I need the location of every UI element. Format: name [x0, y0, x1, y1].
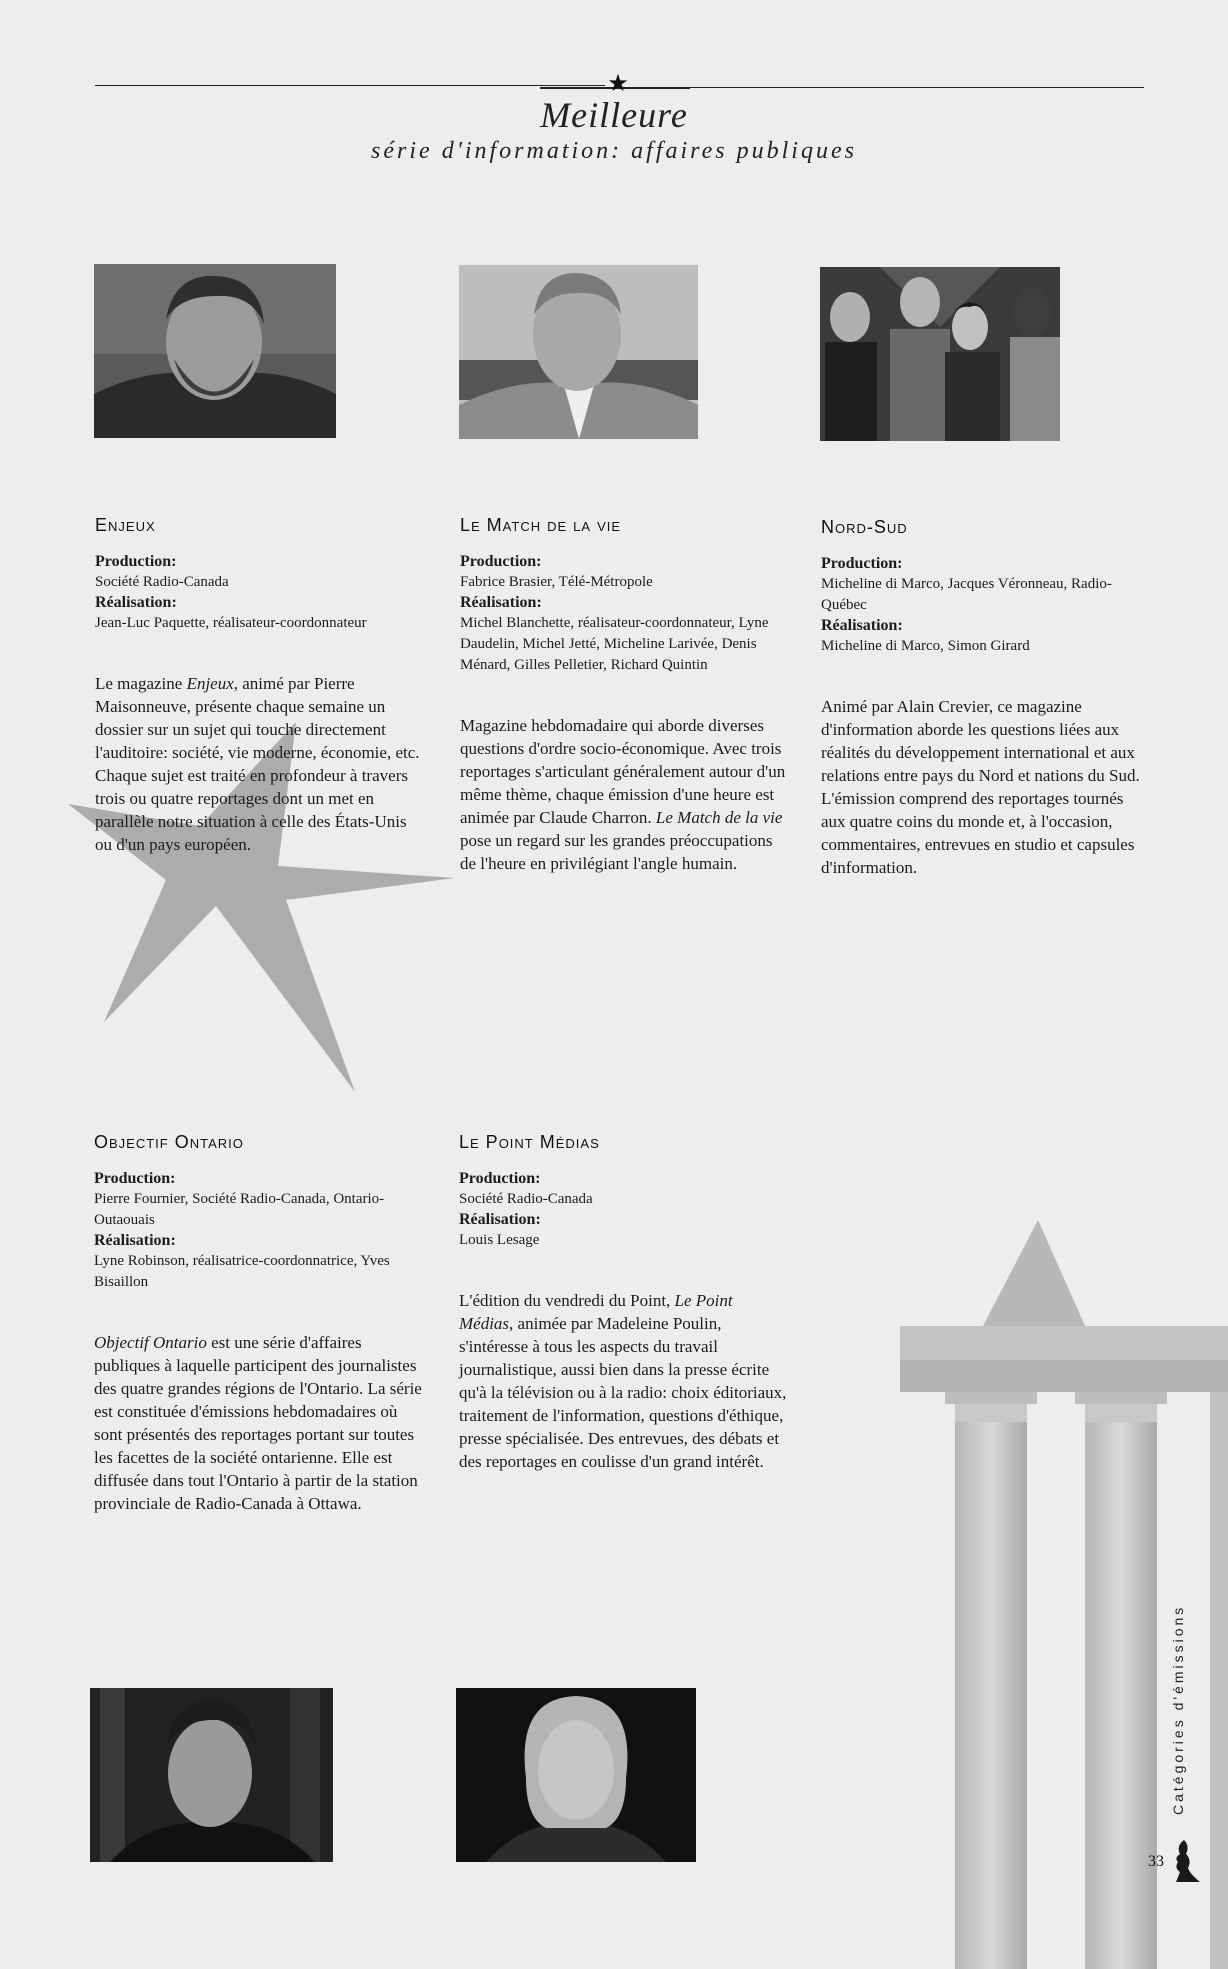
entry-le-point-medias — [459, 1131, 789, 1473]
entry-title: Nord-Sud — [821, 517, 908, 537]
entry-le-match-de-la-vie — [460, 514, 790, 875]
entry-title: Objectif Ontario — [94, 1132, 244, 1152]
text-run: pose un regard sur les grandes préoccupations de l'heure en privilégiant l'angle humain. — [460, 831, 773, 873]
italic-title-run: Enjeux — [186, 674, 234, 693]
side-category-label: Catégories d'émissions — [1170, 1604, 1186, 1815]
entry-description — [459, 1289, 789, 1473]
italic-title-run: Le Match de la vie — [655, 808, 783, 827]
photo-enjeux-host — [94, 264, 336, 438]
entry-title: Le Point Médias — [459, 1132, 600, 1152]
entry-objectif-ontario — [94, 1131, 424, 1515]
photo-objectif-host — [90, 1688, 333, 1862]
text-run: est une série d'affaires publiques à laquelle participent des journalistes des quatre grandes régions de l'Ontario. La série est constituée d'émissions hebdomadaires où sont présentés des reportages portant sur toutes les facettes de la société ontarienne. Elle est diffusée dans tout l'Ontario à partir de la station provinciale de Radio-Canada à Ottawa. — [94, 1333, 422, 1513]
entry-enjeux — [95, 514, 425, 856]
text-run: Animé par Alain Crevier, ce magazine d'information aborde les questions liées aux réalités du développement international et aux relations entre pays du Nord et nations du Sud. L'émission comprend des reportages tournés aux quatre coins du monde et, à l'occasion, commentaires, entrevues en studio et capsules d'information. — [821, 697, 1140, 877]
text-run: , animée par Madeleine Poulin, s'intéresse à tous les aspects du travail journalistique, aussi bien dans la presse écrite qu'à la télévision ou à la radio: choix éditoriaux, traitement de l'information, questions d'éthique, presse spécialisée. Des entrevues, des débats et des reportages en coulisse d'un grand intérêt. — [459, 1314, 787, 1471]
photo-point-medias-host — [456, 1688, 696, 1862]
entry-description — [460, 714, 790, 875]
realisation-label: Réalisation: — [95, 594, 177, 611]
entry-description — [94, 1331, 424, 1515]
production-value: Fabrice Brasier, Télé-Métropole — [460, 574, 653, 590]
realisation-value: Louis Lesage — [459, 1232, 540, 1248]
page-number: 33 — [1148, 1853, 1164, 1870]
production-value: Société Radio-Canada — [95, 574, 229, 590]
realisation-value: Lyne Robinson, réalisatrice-coordonnatrice, Yves Bisaillon — [94, 1253, 390, 1290]
realisation-value: Micheline di Marco, Simon Girard — [821, 638, 1030, 654]
photo-nord-sud-hosts — [820, 267, 1060, 441]
realisation-label: Réalisation: — [460, 594, 542, 611]
entry-description — [821, 695, 1151, 879]
header-star-icon: ★ — [607, 69, 629, 97]
photo-match-host — [459, 265, 698, 439]
production-label: Production: — [95, 553, 177, 570]
text-run: Magazine hebdomadaire qui aborde diverses questions d'ordre socio-économique. Avec trois reportages s'articulant généralement autour d'un même thème, chaque émission d'une heure est animée par Claude Charron. — [460, 716, 786, 827]
entry-title: Le Match de la vie — [460, 515, 622, 535]
text-run: , animé par Pierre Maisonneuve, présente chaque semaine un dossier sur un sujet qui touche directement l'auditoire: société, vie moderne, économie, etc. Chaque sujet est traité en profondeur à travers trois ou quatre reportages dont un met en parallèle notre situation à celle des États-Unis ou d'un pays européen. — [95, 674, 420, 854]
italic-title-run: Le Point Médias — [459, 1291, 733, 1333]
realisation-label: Réalisation: — [821, 617, 903, 634]
header-rule-left — [95, 85, 605, 86]
italic-title-run: Objectif Ontario — [94, 1333, 207, 1352]
entry-title: Enjeux — [95, 515, 156, 535]
production-label: Production: — [821, 555, 903, 572]
production-label: Production: — [94, 1170, 176, 1187]
realisation-label: Réalisation: — [94, 1232, 176, 1249]
production-label: Production: — [459, 1170, 541, 1187]
production-value: Pierre Fournier, Société Radio-Canada, Ontario-Outaouais — [94, 1191, 385, 1228]
header-rule-right — [623, 87, 1144, 88]
text-run: Le magazine — [95, 674, 187, 693]
production-label: Production: — [460, 553, 542, 570]
production-value: Micheline di Marco, Jacques Véronneau, Radio-Québec — [821, 576, 1112, 613]
realisation-value: Michel Blanchette, réalisateur-coordonnateur, Lyne Daudelin, Michel Jetté, Micheline Larivée, Denis Ménard, Gilles Pelletier, Richard Quintin — [460, 615, 769, 673]
profile-icon — [1170, 1838, 1206, 1882]
realisation-label: Réalisation: — [459, 1211, 541, 1228]
realisation-value: Jean-Luc Paquette, réalisateur-coordonnateur — [95, 615, 367, 631]
entry-description — [95, 672, 425, 856]
production-value: Société Radio-Canada — [459, 1191, 593, 1207]
page-subtitle: série d'information: affaires publiques — [371, 138, 857, 164]
text-run: L'édition du vendredi du Point, — [459, 1291, 675, 1310]
page-title: Meilleure — [540, 95, 688, 135]
entry-nord-sud — [821, 516, 1151, 879]
